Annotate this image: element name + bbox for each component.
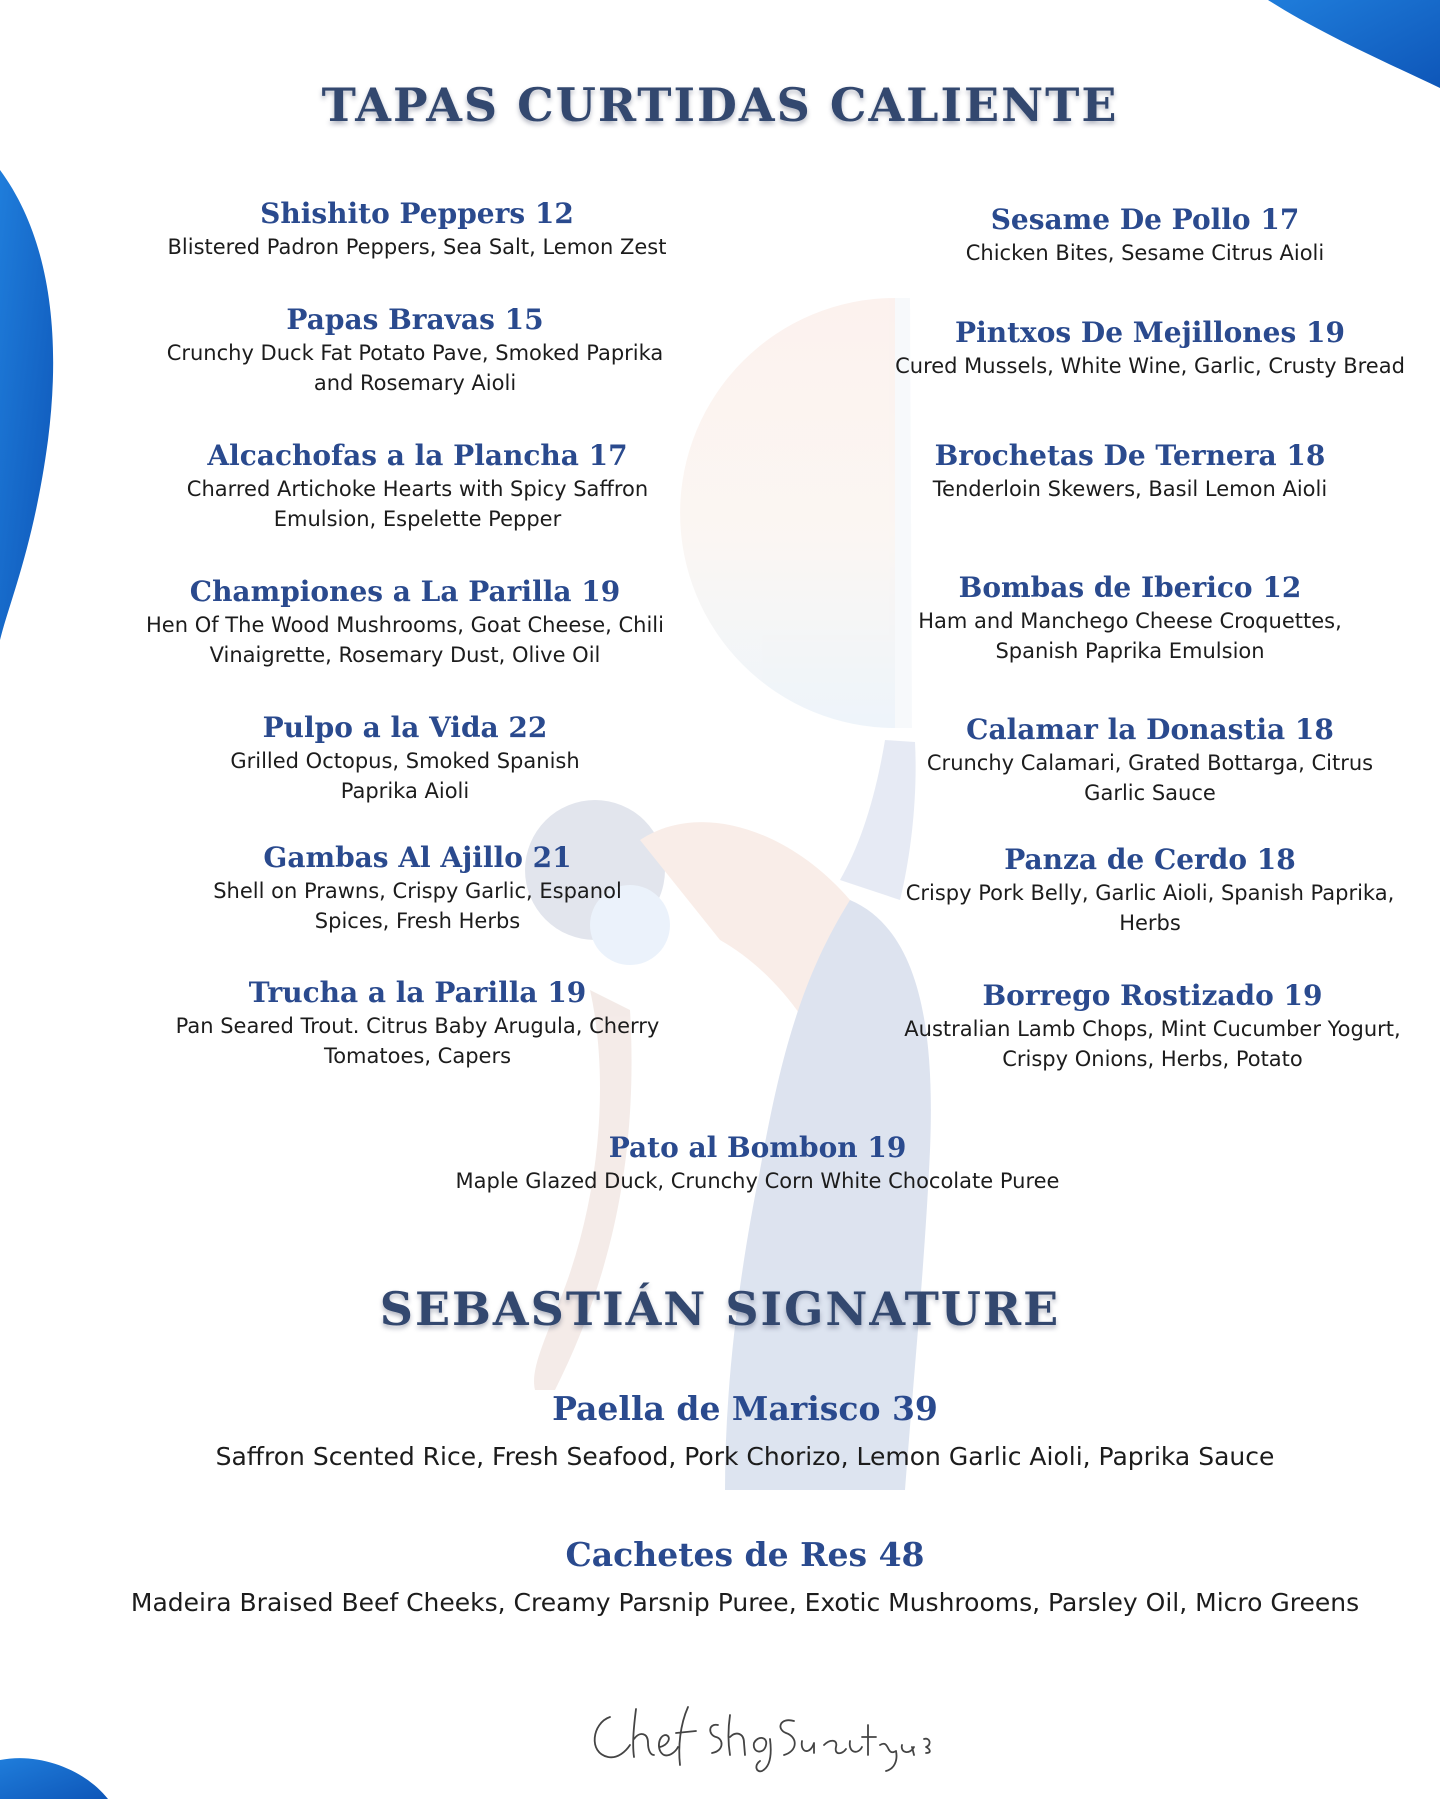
- menu-item-name: Calamar la Donastia 18: [966, 713, 1334, 746]
- menu-item-description: Grilled Octopus, Smoked Spanish Paprika Aioli: [230, 749, 580, 803]
- menu-item-description: Hen Of The Wood Mushrooms, Goat Cheese, Chili Vinaigrette, Rosemary Dust, Olive Oil: [146, 613, 664, 667]
- menu-item-description: Shell on Prawns, Crispy Garlic, Espanol Spices, Fresh Herbs: [213, 879, 622, 933]
- menu-item-name: Championes a La Parilla 19: [189, 575, 621, 608]
- tapas-section-title: TAPAS CURTIDAS CALIENTE: [321, 78, 1119, 132]
- menu-item-name: Bombas de Iberico 12: [958, 571, 1302, 604]
- menu-item-name: Sesame De Pollo 17: [990, 203, 1300, 236]
- menu-item: [100, 574, 710, 670]
- signature-item: [0, 1387, 1440, 1475]
- menu-item-description: Ham and Manchego Cheese Croquettes, Spanish Paprika Emulsion: [918, 609, 1342, 663]
- menu-item-description: Chicken Bites, Sesame Citrus Aioli: [965, 241, 1325, 265]
- menu-item-name: Papas Bravas 15: [286, 303, 544, 336]
- menu-item-description: Cured Mussels, White Wine, Garlic, Crusty Bread: [895, 354, 1405, 378]
- menu-item: [175, 975, 660, 1071]
- menu-item: [300, 1130, 1215, 1196]
- menu-item-name: Panza de Cerdo 18: [1004, 843, 1296, 876]
- menu-item-name: Pato al Bombon 19: [608, 1131, 907, 1164]
- menu-item-name: Pintxos De Mejillones 19: [955, 316, 1345, 349]
- menu-item: [190, 710, 620, 806]
- menu-item: [160, 302, 670, 398]
- menu-item-description: Blistered Padron Peppers, Sea Salt, Lemon Zest: [167, 235, 667, 259]
- menu-item: [860, 202, 1430, 268]
- menu-item-description: Charred Artichoke Hearts with Spicy Saffron Emulsion, Espelette Pepper: [186, 477, 649, 531]
- menu-item: [920, 712, 1380, 808]
- chef-signature: [580, 1695, 940, 1775]
- menu-item: [880, 315, 1420, 381]
- menu-item-name: Gambas Al Ajillo 21: [263, 841, 572, 874]
- menu-item-name: Trucha a la Parilla 19: [248, 976, 587, 1009]
- menu-item: [870, 978, 1435, 1074]
- menu-item-name: Borrego Rostizado 19: [982, 979, 1323, 1012]
- menu-item-description: Australian Lamb Chops, Mint Cucumber Yogurt, Crispy Onions, Herbs, Potato: [904, 1017, 1401, 1071]
- menu-item: [880, 842, 1420, 938]
- menu-item: [175, 840, 660, 936]
- signature-section-title: SEBASTIÁN SIGNATURE: [379, 1282, 1061, 1336]
- menu-item-description: Tenderloin Skewers, Basil Lemon Aioli: [932, 477, 1328, 501]
- menu-item-name: Alcachofas a la Plancha 17: [207, 439, 628, 472]
- menu-item: [140, 438, 695, 534]
- menu-item-description: Maple Glazed Duck, Crunchy Corn White Chocolate Puree: [455, 1169, 1060, 1193]
- menu-item-description: Crispy Pork Belly, Garlic Aioli, Spanish Paprika, Herbs: [905, 881, 1395, 935]
- signature-item: [0, 1533, 1440, 1621]
- menu-item-description: Crunchy Duck Fat Potato Pave, Smoked Paprika and Rosemary Aioli: [166, 341, 664, 395]
- menu-item-description: Crunchy Calamari, Grated Bottarga, Citrus Garlic Sauce: [926, 751, 1374, 805]
- menu-item-name: Cachetes de Res 48: [565, 1535, 925, 1574]
- menu-item: [102, 196, 732, 262]
- menu-item: [895, 570, 1365, 666]
- menu-item-description: Pan Seared Trout. Citrus Baby Arugula, Cherry Tomatoes, Capers: [175, 1014, 660, 1068]
- menu-item-name: Brochetas De Ternera 18: [934, 439, 1326, 472]
- menu-item-description: Saffron Scented Rice, Fresh Seafood, Pork Chorizo, Lemon Garlic Aioli, Paprika Sauce: [215, 1442, 1275, 1471]
- menu-item-description: Madeira Braised Beef Cheeks, Creamy Parsnip Puree, Exotic Mushrooms, Parsley Oil, Micro Greens: [130, 1588, 1360, 1617]
- menu-item-name: Shishito Peppers 12: [260, 197, 574, 230]
- menu-item-name: Pulpo a la Vida 22: [262, 711, 548, 744]
- menu-item: [840, 438, 1420, 504]
- menu-item-name: Paella de Marisco 39: [552, 1389, 938, 1428]
